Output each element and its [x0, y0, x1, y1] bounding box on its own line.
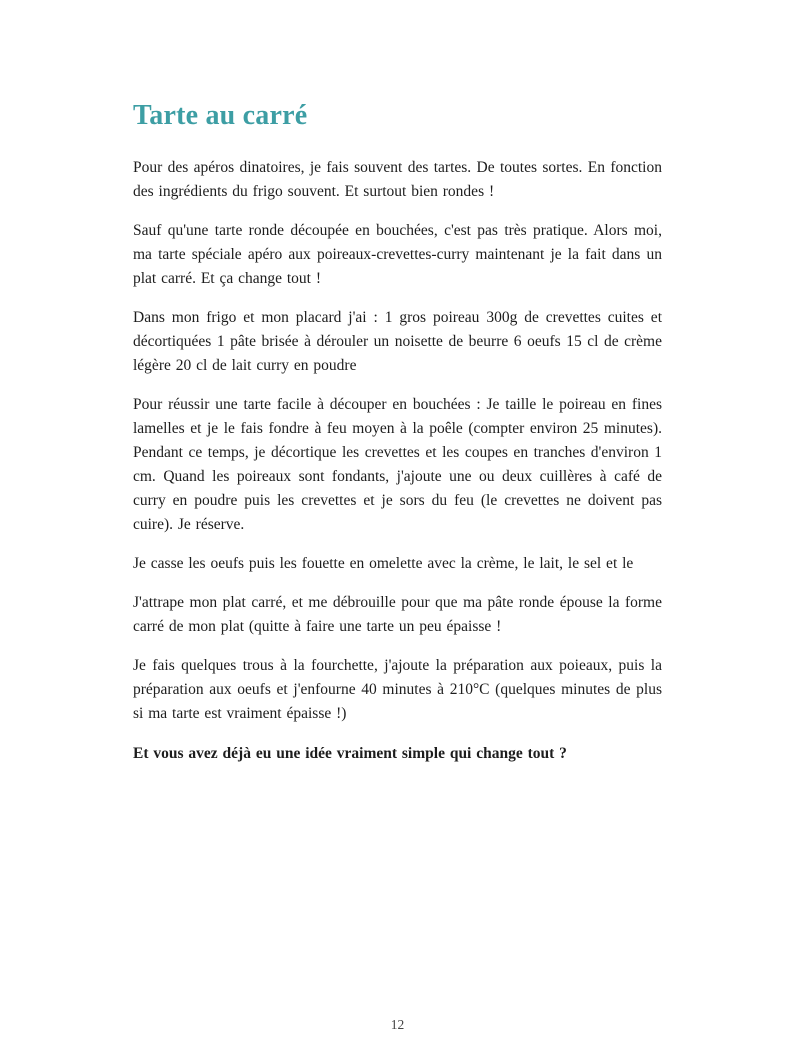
page-title: Tarte au carré [133, 100, 308, 131]
paragraph-method-3: J'attrape mon plat carré, et me débrouille pour que ma pâte ronde épouse la forme carré de mon plat (quitte à faire une tarte un peu épaisse ! [133, 594, 662, 636]
paragraph-method-2: Je casse les oeufs puis les fouette en omelette avec la crème, le lait, le sel et le [133, 555, 634, 573]
paragraph-ingredients: Dans mon frigo et mon placard j'ai : 1 gros poireau 300g de crevettes cuites et décortiquées 1 pâte brisée à dérouler un noisette de beurre 6 oeufs 15 cl de crème légère 20 cl de lait curry en poudre [133, 309, 662, 375]
paragraph-intro: Pour des apéros dinatoires, je fais souvent des tartes. De toutes sortes. En fonction des ingrédients du frigo souvent. Et surtout bien rondes ! [133, 159, 662, 201]
paragraph-method-1: Pour réussir une tarte facile à découper en bouchées : Je taille le poireau en fines lamelles et je le fais fondre à feu moyen à la poêle (compter environ 25 minutes). Pendant ce temps, je décortique les crevettes et les coupes en tranches d'environ 1 cm. Quand les poireaux sont fondants, j'ajoute une ou deux cuillères à café de curry en poudre puis les crevettes et je sors du feu (le crevettes ne doivent pas cuire). Je réserve. [133, 396, 662, 534]
page-number: 12 [390, 1017, 405, 1032]
closing-question: Et vous avez déjà eu une idée vraiment simple qui change tout ? [133, 744, 567, 762]
paragraph-method-4: Je fais quelques trous à la fourchette, j'ajoute la préparation aux poieaux, puis la préparation aux oeufs et j'enfourne 40 minutes à 210°C (quelques minutes de plus si ma tarte est vraiment épaisse !) [133, 657, 662, 723]
paragraph-problem: Sauf qu'une tarte ronde découpée en bouchées, c'est pas très pratique. Alors moi, ma tarte spéciale apéro aux poireaux-crevettes-curry maintenant je la fait dans un plat carré. Et ça change tout ! [133, 222, 662, 288]
page-content [133, 100, 662, 781]
